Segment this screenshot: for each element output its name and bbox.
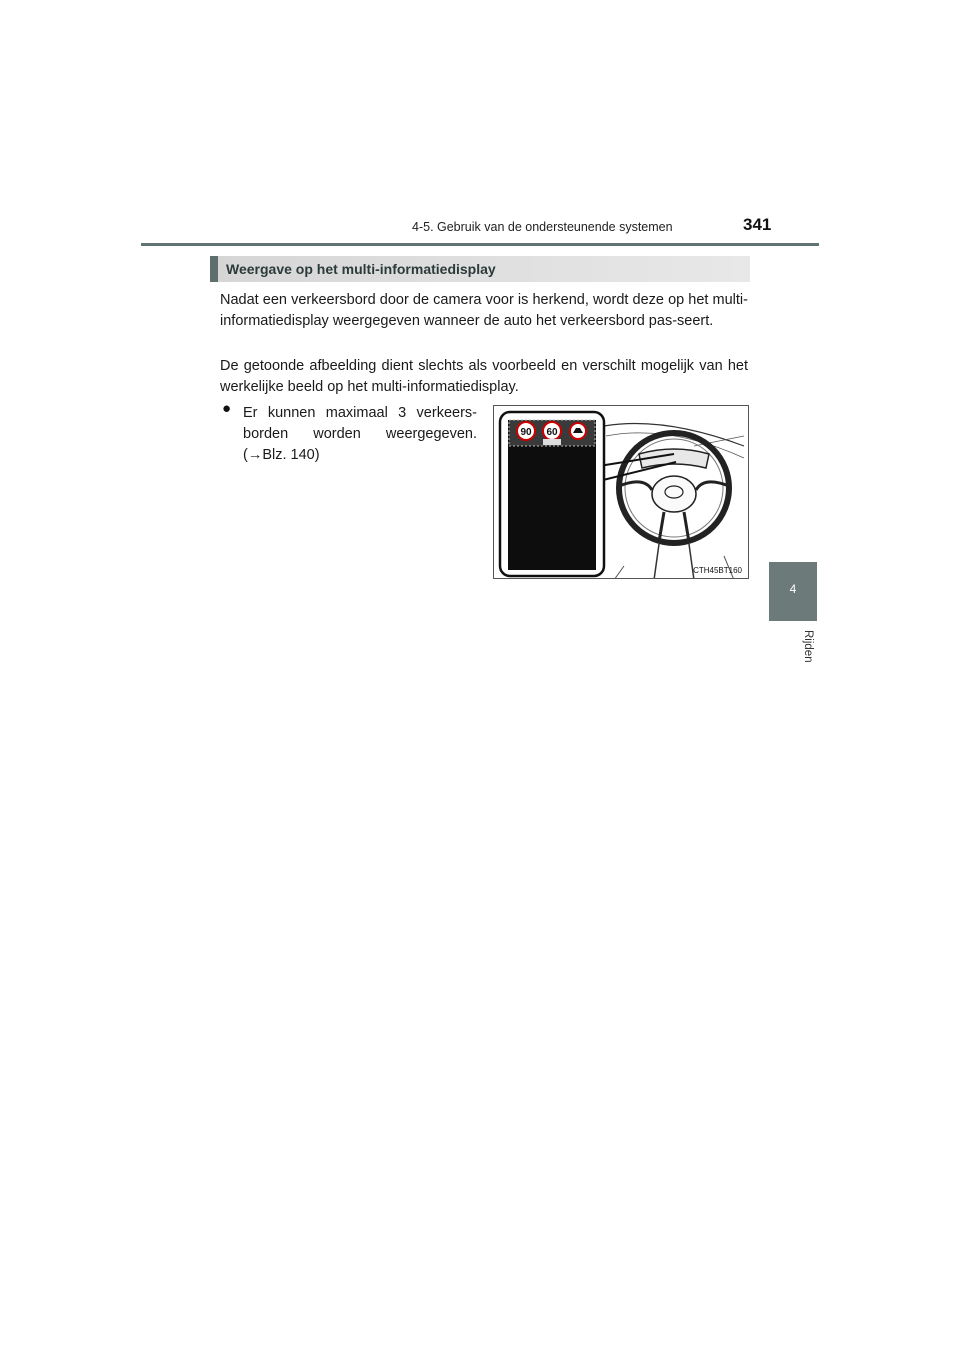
bullet-text-block <box>243 403 477 466</box>
speed-sign-90: 90 <box>520 427 532 438</box>
header-section-title: 4-5. Gebruik van de ondersteunende systemen <box>412 220 673 234</box>
paragraph-recognition: Nadat een verkeersbord door de camera voor is herkend, wordt deze op het multi-informatiedisplay weergegeven wanneer de auto het verkeersbord pas-seert. <box>220 292 748 329</box>
bullet-text: Er kunnen maximaal 3 verkeers-borden worden weergegeven. <box>243 405 477 442</box>
page-number: 341 <box>743 215 772 234</box>
chapter-label: Rijden <box>802 630 814 663</box>
page-reference: (→Blz. 140) <box>243 447 320 463</box>
dashboard-drawing <box>494 406 749 579</box>
paragraph-disclaimer: De getoonde afbeelding dient slechts als voorbeeld en verschilt mogelijk van het werkelijke beeld op het multi-informatiedisplay. <box>220 358 748 395</box>
figure-code: CTH45BT160 <box>693 566 742 575</box>
section-heading-text: Weergave op het multi-informatiedisplay <box>226 261 496 277</box>
speed-sign-60: 60 <box>546 427 558 438</box>
header-divider <box>141 243 819 246</box>
dashboard-illustration <box>493 405 749 579</box>
bullet-icon: ● <box>222 400 232 417</box>
chapter-tab <box>769 562 817 621</box>
chapter-number: 4 <box>789 582 797 596</box>
section-heading <box>210 256 750 282</box>
